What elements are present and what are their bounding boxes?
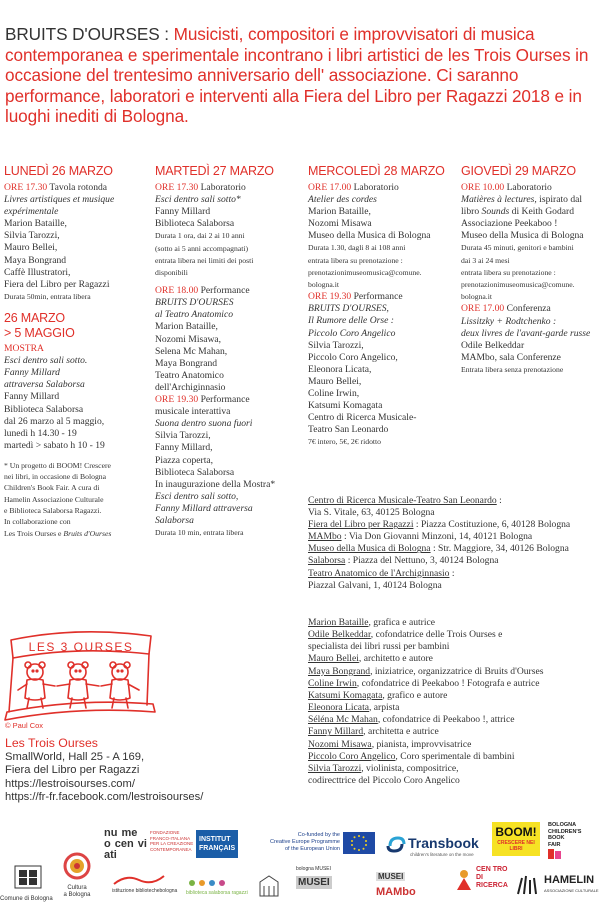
exhibit-dates-end: > 5 MAGGIO [4,326,75,341]
people-0: Marion Bataille, [155,321,218,333]
org-line-0: SmallWorld, Hall 25 - A 169, [5,750,145,763]
event-type: Performance [198,285,250,297]
event-type: Tavola rotonda [47,182,108,193]
people-4: Caffè Illustratori, [4,266,71,278]
exhibit-note-5: In collaborazione con [4,517,71,527]
event-line2-a: libro [461,206,482,218]
intro-lead: BRUITS D'OURSES : [5,24,174,44]
note-3: bologna.it [308,280,339,290]
credit-2: specialista dei libri russi per bambini [308,641,450,653]
event-title2-2: Salaborsa [155,514,194,526]
les-3-ourses-logo [3,620,158,730]
people-4: Teatro Anatomico [155,369,224,381]
credit-10: Nozomi Misawa, pianista, improvvisatrice [308,738,472,750]
bcbf-mark-icon [548,849,562,859]
event-line2-c: di Keith Godard [509,206,574,218]
note-2: prenotazionimuseomusica@comune. [308,267,422,277]
exhibit-note-1: nei libri, in occasione di Bologna [4,472,107,482]
mambo-logo: MUSEI MAMbo [376,872,416,898]
people-0: Odile Belkeddar [461,339,525,351]
exhibit-line-1: Biblioteca Salaborsa [4,403,84,415]
venue-2: Fiera del Libro per Ragazzi : Piazza Costituzione, 6, 40128 Bologna [308,519,571,531]
people-1: MAMbo, sala Conferenze [461,351,561,363]
people-0: Marion Bataille, [308,206,371,218]
venue-4: Museo della Musica di Bologna : Str. Maggiore, 34, 40126 Bologna [308,543,569,555]
event-duration: Durata 50min, entrata libera [4,291,91,301]
day-heading-thursday: GIOVEDÌ 29 MARZO [461,164,576,178]
exhibit-note-last-italic: Bruits d'Ourses [63,528,112,538]
note-4: bologna.it [461,292,492,302]
credit-5: Coline Irwin, cofondatrice di Peekaboo ! Fotografa e autrice [308,677,540,689]
note-0: Durata 45 minuti, genitori e bambini [461,243,574,253]
event-title: Esci dentro sali sotto* [155,194,241,206]
exhibit-note-0: * Un progetto di BOOM! Crescere [4,460,111,470]
exhibit-title-0: Esci dentro sali sotto. [4,355,88,367]
org-line-1: Fiera del Libro per Ragazzi [5,764,140,777]
day-heading-wednesday: MERCOLEDÌ 28 MARZO [308,164,445,178]
salaborsa-ragazzi-logo: biblioteca salaborsa ragazzi [186,878,256,896]
people-2: Museo della Musica di Bologna [308,230,431,242]
people-1: Nozomi Misawa [308,218,372,230]
exhibit-line-3: lunedì h 14.30 - 19 [4,427,77,439]
credit-4: Maya Bongrand, iniziatrice, organizzatrice di Bruits d'Ourses [308,665,544,677]
people-5: Fiera del Libro per Ragazzi [4,278,110,290]
angel-figure-icon [454,868,474,892]
credit-0: Marion Bataille, grafica e autrice [308,617,436,628]
event-type: Laboratorio [198,182,246,193]
partner-logos: Comune di Bologna Cultura a Bologna nu me o cen vi ati FONDAZIONE FRANCO-ITALIANA PER LA CREAZIONE CONTEMPORANEA INSTITUT FRANÇAIS Co-funded by the Creative Europe Programme of the European Union Transbook children's literature on the move BOOM! CRESCERE NEI LIBRI BOLOGNA CHILDREN'S BOOK FAIR istituzione bibliotechebologna biblioteca salaborsa ragazzi bologna MUSEI MUSEI MUSEI MAMbo CEN TRO DI RICERCA HAMELIN ASSOCIAZIONE CULTURALE [0,818,606,900]
credit-12: Silvia Tarozzi, violinista, compositrice, [308,762,459,774]
people-3: Mauro Bellei, [308,375,362,387]
note-1: entrata libera su prenotazione : [308,255,403,265]
venues-list [308,495,604,592]
people-3: Maya Bongrand [4,254,67,266]
column-wednesday [308,164,458,449]
people-1: Museo della Musica di Bologna [461,230,584,242]
column-thursday [461,164,606,376]
event-title: Livres artistiques et musique expérimentale [4,194,115,218]
people-3: Biblioteca Salaborsa [155,466,235,478]
exhibit-dates: 26 MARZO [4,311,65,326]
event-time: ORE 17.30 [4,182,48,193]
event-title-0: BRUITS D'OURSES [155,297,234,309]
event-line2-b: Sounds [481,206,510,218]
event-type: Conferenza [504,303,551,315]
event-time: ORE 19.30 [308,291,352,303]
people-1: Silvia Tarozzi, [4,230,60,242]
boom-logo: BOOM! CRESCERE NEI LIBRI [492,822,540,856]
event-title: Suona dentro suona fuori [155,418,253,430]
credit-13: codirecttrice del Piccolo Coro Angelico [308,775,460,787]
note: Entrata libera senza prenotazione [461,364,564,374]
credit-6: Katsumi Komagata, grafico e autore [308,689,448,701]
bologna-childrens-book-fair-logo: BOLOGNA CHILDREN'S BOOK FAIR [548,822,604,862]
salaborsa-figures-icon [186,878,226,888]
people-1: Fanny Millard, [155,442,213,454]
credit-8: Séléna Mc Mahan, cofondatrice di Peekaboo !, attrice [308,714,515,726]
event-time: ORE 17.00 [461,303,505,315]
bologna-musei-logo: bologna MUSEI MUSEI [296,866,332,888]
transbook-swirl-icon [386,834,406,854]
people-4: Coline Irwin, [308,388,360,400]
eu-flag-icon [343,832,375,854]
event-title: Atelier des cordes [308,194,377,206]
exhibit-note-4: e Biblioteca Salaborsa Ragazzi. [4,506,102,516]
venue-6: Teatro Anatomico de l'Archiginnasio : [308,567,455,579]
teatro-building-logo [258,874,280,903]
logo-copyright: © Paul Cox [5,721,44,730]
org-name: Les Trois Ourses [5,736,98,750]
people-3: Maya Bongrand [155,357,218,369]
column-monday [4,164,154,539]
event-title2-0: Esci dentro sali sotto, [155,490,239,502]
people-0: Silvia Tarozzi, [308,339,364,351]
exhibit-line-4: martedì > sabato h 10 - 19 [4,439,105,451]
exhibit-title-2: attraversa Salaborsa [4,379,85,391]
credit-7: Eleonora Licata, arpista [308,702,400,714]
venue-5: Salaborsa : Piazza del Nettuno, 3, 40124 Bologna [308,555,499,567]
people-0: Fanny Millard [155,206,211,218]
event-type: Laboratorio [504,182,552,193]
event-title-1: Il Rumore delle Orse : [308,315,394,327]
credit-3: Mauro Bellei, architetto e autore [308,653,433,665]
event-type: Laboratorio [351,182,399,193]
event-type-cont: musicale interattiva [155,406,231,418]
org-website-link[interactable]: https://lestroisourses.com/ [5,777,135,790]
note-2: entrata libera nei limiti dei posti [155,255,254,265]
people-2: Piazza coperta, [155,454,214,466]
note-3: disponibili [155,267,188,277]
event-title-2: Piccolo Coro Angelico [308,327,396,339]
event-time: ORE 10.00 [461,182,505,193]
note-1: dai 3 ai 24 mesi [461,255,510,265]
note-3: prenotazionimuseomusica@comune. [461,280,575,290]
cultura-bologna-logo: Cultura a Bologna [57,852,97,899]
people-2: Eleonora Licata, [308,363,372,375]
building-icon [258,874,280,898]
cultura-seal-icon [63,852,91,880]
people-1: Biblioteca Salaborsa [155,218,235,230]
event-time: ORE 19.30 [155,394,199,406]
intro-text [5,24,601,127]
hamelin-piper-icon [514,872,542,896]
people-0: Marion Bataille, [4,218,67,230]
people-7: Teatro San Leonardo [308,424,389,436]
event-title-after: ispirato dal [536,194,583,206]
event-title-1: al Teatro Anatomico [155,309,233,321]
organization-info [5,737,203,805]
note-0: Durata 1 ora, dai 2 ai 10 anni [155,231,245,241]
exhibit-line-0: Fanny Millard [4,391,60,403]
people-2: Mauro Bellei, [4,242,58,254]
exhibit-title-1: Fanny Millard [4,367,60,379]
people-6: Centro di Ricerca Musicale- [308,412,417,424]
exhibit-note-2: Children's Book Fair. A cura di [4,483,100,493]
event-time: ORE 17.30 [155,182,199,193]
venue-7: Piazzal Galvani, 1, 40124 Bologna [308,579,442,591]
event-time: ORE 17.00 [308,182,352,193]
note: 7€ intero, 5€, 2€ ridotto [308,437,382,447]
credits-list [308,617,604,787]
exhibit-label: MOSTRA [4,343,44,355]
credit-1: Odile Belkeddar, cofondatrice delle Trois Ourses e [308,629,503,641]
biblioteche-wave-icon [112,874,166,886]
credit-11: Piccolo Coro Angelico, Coro sperimentale di bambini [308,750,515,762]
venue-0: Centro di Ricerca Musicale-Teatro San Leonardo : [308,495,502,506]
logo-text: LES 3 OURSES [28,640,134,654]
note-1: (sotto ai 5 anni accompagnati) [155,243,249,253]
intro-body: Musicisti, compositori e improvvisatori di musica contemporanea e sperimentale incontrano i libri artistici de les Trois Ourses in occasione del trentesimo anniversario dell' associazione. Ci saranno performance, laboratori e interventi alla Fiera del Libro per Ragazzi 2018 e in luoghi inediti di Bologna. [5,24,589,126]
day-heading-tuesday: MARTEDÌ 27 MARZO [155,164,274,178]
people-1: Piccolo Coro Angelico, [308,351,398,363]
note-0: Durata 1.30, dagli 8 ai 108 anni [308,243,406,253]
event-title-0: BRUITS D'OURSES, [308,303,389,315]
crest-icon [13,864,43,890]
istituzione-biblioteche-logo: istituzione bibliotechebologna [112,874,182,894]
people-5: Katsumi Komagata [308,400,383,412]
comune-bologna-logo: Comune di Bologna [0,864,55,902]
event-type: Performance [198,394,250,406]
people-1: Nozomi Misawa, [155,333,222,345]
note: Durata 10 min, entrata libera [155,528,244,538]
bears-illustration-icon [3,620,158,730]
venue-1: Via S. Vitale, 63, 40125 Bologna [308,507,435,519]
people-4: In inaugurazione della Mostra* [155,478,276,490]
column-tuesday [155,164,305,539]
event-title-0: Lissitzky + Rodtchenko : [461,315,557,327]
day-heading-monday: LUNEDÌ 26 MARZO [4,164,113,178]
people-0: Silvia Tarozzi, [155,430,211,442]
institut-francais-logo: INSTITUT FRANÇAIS [196,830,238,858]
exhibit-line-2: dal 26 marzo al 5 maggio, [4,415,105,427]
event-title-1: deux livres de l'avant-garde russe [461,327,591,339]
exhibit-note-last: Les Trois Ourses e [4,528,64,538]
venue-3: MAMbo : Via Don Giovanni Minzoni, 14, 40121 Bologna [308,531,533,543]
event-time: ORE 18.00 [155,285,199,297]
people-2: Selena Mc Mahan, [155,345,228,357]
event-title: Matières à lectures, [461,194,537,206]
exhibit-note-3: Hamelin Associazione Culturale [4,494,104,504]
org-facebook-link[interactable]: https://fr-fr.facebook.com/lestroisourses/ [5,791,204,804]
people-0: Associazione Peekaboo ! [461,218,558,230]
nuovi-mecenati-logo: nu me o cen vi ati FONDAZIONE FRANCO-ITALIANA PER LA CREAZIONE CONTEMPORANEA [104,827,194,861]
note-2: entrata libera su prenotazione : [461,267,556,277]
people-5: dell'Archiginnasio [155,381,226,393]
event-title2-1: Fanny Millard attraversa [155,502,253,514]
credit-9: Fanny Millard, architetta e autrice [308,726,439,738]
event-type: Performance [351,291,403,303]
